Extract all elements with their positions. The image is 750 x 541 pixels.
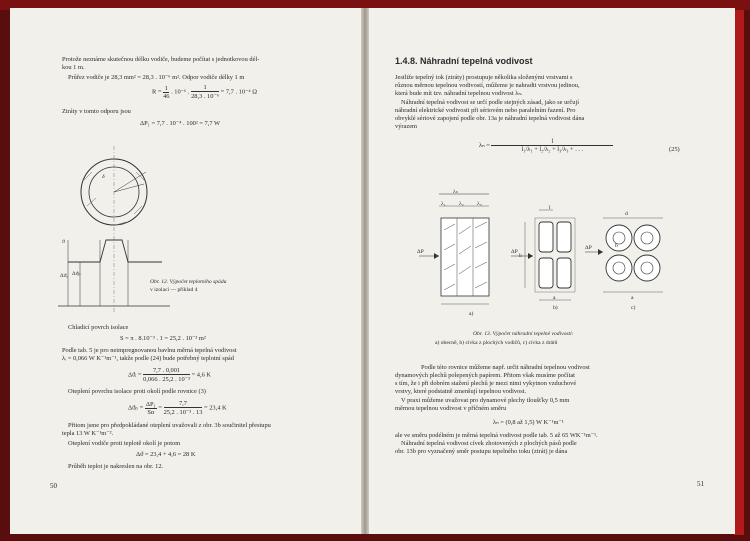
equation-S: S = π . 8.10⁻³ . 1 = 25,2 . 10⁻³ m² xyxy=(120,335,206,342)
text-line: náhradní elektrické vodivosti při sériovém nebo paralelním řazení. Pro xyxy=(395,107,576,114)
text-line: dynamových plechů polepených papírem. Přitom však musíme počítat xyxy=(395,372,575,379)
fig13-label: ΔP xyxy=(417,249,424,255)
text-line: Jestliže tepelný tok (ztráty) prostupuje několika složenými vrstvami s xyxy=(395,74,573,81)
equation-25: λₙ = $\frac{l}{\text{l₁/λ₁ + l₂/λ₂ + l₃/λ₃ + . . .}}$ xyxy=(479,138,613,153)
fig13-label: λₙ xyxy=(453,189,458,195)
text-line: Průřez vodiče je 28,3 mm² = 28,3 . 10⁻⁶ m². Odpor vodiče délky 1 m xyxy=(68,74,245,81)
fig12-label: ϑ xyxy=(62,239,65,245)
text-line: Oteplení povrchu isolace proti okolí podle rovnice (3) xyxy=(68,388,206,395)
fig13-label: a xyxy=(553,295,556,301)
text-line: obvyklé sériové zapojení podle obr. 13a je náhradní tepelná vodivost dána xyxy=(395,115,585,122)
fig12-caption: v izolaci — příklad 4 xyxy=(150,287,198,293)
text-line: výrazem xyxy=(395,123,417,130)
equation-dth: Δϑ = 23,4 + 4,6 = 28 K xyxy=(136,451,196,458)
equation-ln: λₙ = (0,8 až 1,5) W K⁻¹m⁻¹ xyxy=(493,419,564,426)
text-line: λᵢ = 0,066 W K⁻¹m⁻¹, takže podle (24) bude potřebný teplotní spád xyxy=(62,355,234,362)
text-line: Průběh teplot je nakreslen na obr. 12. xyxy=(68,463,164,470)
fig13-label: λ₃ xyxy=(477,201,482,207)
page-number: 50 xyxy=(50,482,57,490)
left-page xyxy=(10,8,363,534)
text-line: ale ve směru podélném je měrná tepelná vodivost podle tab. 5 až 65 WK⁻¹m⁻¹. xyxy=(395,432,598,439)
text-line: Přitom jsme pro předpokládané oteplení uvažovali z obr. 3b součinitel přestupu xyxy=(68,422,271,429)
fig12-label: δ xyxy=(102,174,105,180)
text-line: Protože neznáme skutečnou délku vodiče, budeme počítat s jednotkovou dél- xyxy=(62,56,260,63)
text-line: obr. 13b pro vyznačený směr postupu tepelného toku (ztrát) je dána xyxy=(395,448,568,455)
fig12-label: Δϑₐ xyxy=(60,273,68,279)
fig13-label: λ₂ xyxy=(459,201,464,207)
text-line: V praxi můžeme uvažovat pro dynamové plechy tloušťky 0,5 mm xyxy=(401,397,570,404)
fig13-label: ΔP xyxy=(585,245,592,251)
text-line: Ztráty v tomto odporu jsou xyxy=(62,108,131,115)
fig13-sub-a: a) xyxy=(469,311,474,317)
text-line: s tím, že i při dobrém stažení plechů je mezi nimi vykytnon vzduchové xyxy=(395,380,577,387)
text-line: tepla 13 W K⁻¹m⁻². xyxy=(62,430,114,437)
fig13-label: d xyxy=(625,211,628,217)
fig13-label: b xyxy=(615,243,618,249)
equation-dthi: Δϑᵢ = $\frac{7,7 . 0,001}{\text{0,066 . 25,2 . 10⁻³}}$ = 4,6 K xyxy=(128,367,211,383)
page-number: 51 xyxy=(697,480,704,488)
text-line: Podle této rovnice můžeme např. určit náhradní tepelnou vodivost xyxy=(421,364,590,371)
text-line: která bude mít tzv. náhradní tepelnou vodivost λₙ. xyxy=(395,90,523,97)
fig12-label: Δϑₚ xyxy=(72,271,81,277)
equation-dthp: Δϑₚ = $\frac{\text{ΔP₁}}{S\alpha}$ = $\frac{7,7}{\text{25,2 . 10⁻³ . 13}}$ = 23,4 K xyxy=(128,400,227,416)
fig13-label: ΔP xyxy=(511,249,518,255)
fig13-label: b xyxy=(519,253,522,259)
fig13-label: λ₁ xyxy=(441,201,446,207)
text-line: měrnou tepelnou vodivost v příčném směru xyxy=(395,405,507,412)
text-line: Náhradní tepelná vodivost se určí podle stejných zásad, jako se určují xyxy=(401,99,579,106)
text-line: Oteplení vodiče proti teplotě okolí je potom xyxy=(68,440,181,447)
fig13-caption: Obr. 13. Výpočet náhradní tepelné vodivosti: xyxy=(473,331,574,337)
fig13-sub-c: c) xyxy=(631,305,636,311)
fig13-label: l xyxy=(549,205,551,211)
fig13-caption: a) obecně, b) cívka z plochých vodičů, c) cívka z drátů xyxy=(435,340,558,346)
equation-tag: (25) xyxy=(669,146,680,153)
text-line: Podle tab. 5 je pro neimpregnovanou bavlnu měrná tepelná vodivost xyxy=(62,347,237,354)
book-cover-edge xyxy=(734,10,744,535)
right-page xyxy=(368,8,735,534)
equation-R: R = $\frac{1}{46}$ . 10⁻⁶ . $\frac{1}{\text{28,3 . 10⁻⁶}}$ = 7,7 . 10⁻⁴ Ω xyxy=(152,84,257,100)
fig12-caption: Obr. 12. Výpočet teplotního spádu xyxy=(150,279,227,285)
fig13-sub-b: b) xyxy=(553,305,558,311)
text-line: vrstvy, které podstatně zmenšují tepelnou vodivost. xyxy=(395,388,527,395)
text-line: kou 1 m. xyxy=(62,64,85,71)
text-line: Náhradní tepelná vodivost cívek zhotovených z plochých pásů podle xyxy=(401,440,577,447)
text-line: Chladicí povrch isolace xyxy=(68,324,129,331)
text-line: různou měrnou tepelnou vodivostí, můžeme je nahradit vrstvou jedinou, xyxy=(395,82,580,89)
section-heading: 1.4.8. Náhradní tepelná vodivost xyxy=(395,56,533,66)
equation-P: ΔP₁ = 7,7 . 10⁻⁴ . 100² = 7,7 W xyxy=(140,120,221,127)
fig13-label: a xyxy=(631,295,634,301)
